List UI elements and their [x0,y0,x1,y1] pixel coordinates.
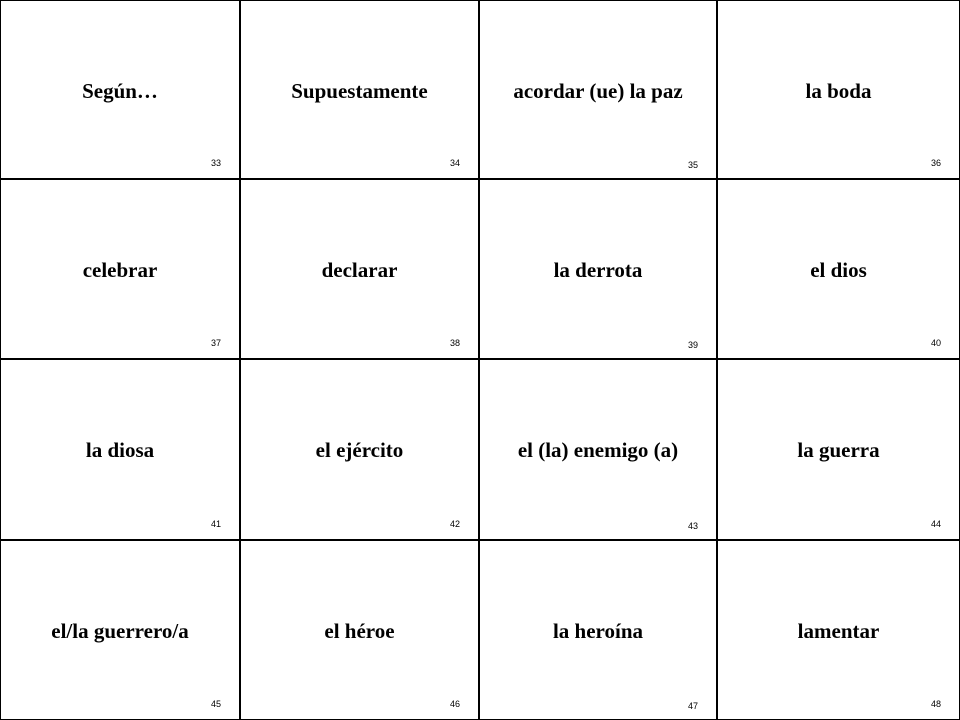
flashcard-number: 39 [687,340,698,350]
flashcard-number: 36 [930,158,941,168]
flashcard-number: 42 [449,519,460,529]
flashcard-term: el (la) enemigo (a) [517,438,679,462]
flashcard-term: la guerra [797,438,880,462]
flashcard-number: 47 [687,701,698,711]
flashcard-number: 35 [687,160,698,170]
flashcard [1,1,241,180]
flashcard [1,541,241,719]
flashcard-term: la boda [805,79,872,103]
flashcard-number: 33 [210,158,221,168]
flashcard [718,1,959,180]
flashcard [241,1,480,180]
flashcard [241,360,480,541]
flashcard-number: 38 [449,338,460,348]
flashcard [480,1,718,180]
flashcard-term: el dios [810,258,867,282]
flashcard-term: acordar (ue) la paz [513,79,683,103]
flashcard [480,360,718,541]
flashcard-number: 37 [210,338,221,348]
flashcard-term: celebrar [82,258,158,282]
flashcard-term: el/la guerrero/a [51,619,189,643]
flashcard-term: el ejército [315,438,404,462]
flashcard-term: Supuestamente [291,79,428,103]
flashcard [241,180,480,360]
flashcard [718,541,959,719]
flashcard [718,360,959,541]
flashcard [480,541,718,719]
flashcard [241,541,480,719]
flashcard-term: la diosa [85,438,155,462]
flashcard-number: 44 [930,519,941,529]
flashcard-number: 40 [930,338,941,348]
flashcard-term: Según… [82,79,158,103]
flashcard-term: el héroe [324,619,395,643]
flashcard [1,180,241,360]
flashcard [480,180,718,360]
flashcard-term: declarar [321,258,398,282]
flashcard [718,180,959,360]
flashcard-number: 46 [449,699,460,709]
flashcard-number: 43 [687,521,698,531]
flashcard-number: 48 [930,699,941,709]
flashcard-number: 34 [449,158,460,168]
flashcard-number: 41 [210,519,221,529]
flashcard-term: la heroína [552,619,644,643]
flashcard-term: la derrota [553,258,643,282]
flashcard-number: 45 [210,699,221,709]
flashcard [1,360,241,541]
flashcard-term: lamentar [797,619,880,643]
